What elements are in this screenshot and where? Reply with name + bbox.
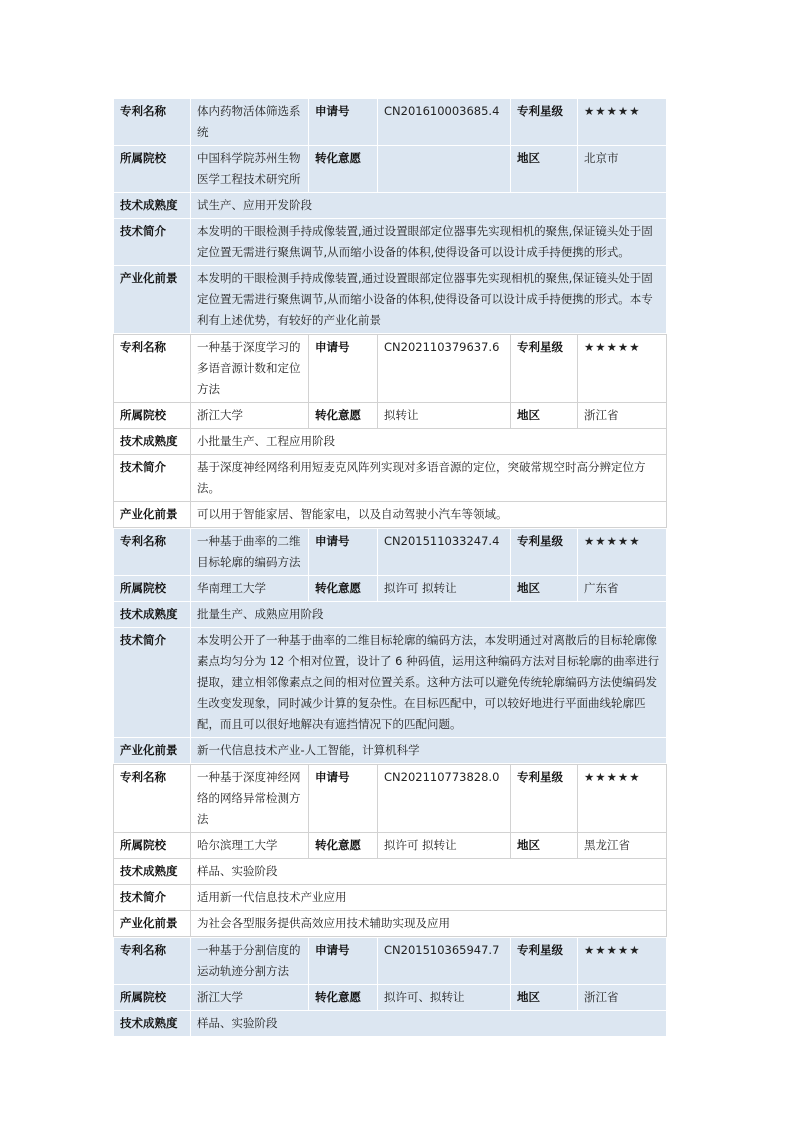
prospect-label: 产业化前景: [114, 266, 191, 334]
intro: 本发明公开了一种基于曲率的二维目标轮廓的编码方法，本发明通过对离散后的目标轮廓像素点均匀分为 12 个相对位置，设计了 6 种码值，运用这种编码方法对目标轮廓的曲率进行提取，建立相邻像素点之间的相对位置关系。这种方法可以避免传统轮廓编码方法使编码发生改变发现象，同时减少计算的复杂性。在目标匹配中，可以较好地进行平面曲线轮廓匹配，而且可以很好地解决有遮挡情况下的匹配问题。: [191, 628, 667, 738]
region: 北京市: [578, 146, 667, 193]
app-no: CN201510365947.7: [378, 938, 511, 985]
intent: 拟许可、拟转让: [378, 985, 511, 1011]
region-label: 地区: [511, 403, 578, 429]
patent-row-name: [114, 529, 667, 576]
patent-name-label: 专利名称: [114, 529, 191, 576]
region: 浙江省: [578, 985, 667, 1011]
star-rating: ★★★★★: [578, 765, 667, 833]
intent-label: 转化意愿: [309, 833, 378, 859]
patent-card: [113, 764, 667, 937]
patent-name: 一种基于深度学习的多语音源计数和定位方法: [191, 335, 309, 403]
patent-card: [113, 98, 667, 334]
intro-label: 技术简介: [114, 885, 191, 911]
region: 黑龙江省: [578, 833, 667, 859]
app-no-label: 申请号: [309, 99, 378, 146]
intro-label: 技术简介: [114, 455, 191, 502]
intent: 拟许可 拟转让: [378, 576, 511, 602]
school: 中国科学院苏州生物医学工程技术研究所: [191, 146, 309, 193]
school: 华南理工大学: [191, 576, 309, 602]
star-label: 专利星级: [511, 335, 578, 403]
patent-row-prospect: [114, 266, 667, 334]
intent: 拟许可 拟转让: [378, 833, 511, 859]
patent-row-prospect: [114, 502, 667, 528]
maturity: 批量生产、成熟应用阶段: [191, 602, 667, 628]
patent-name: 体内药物活体筛选系统: [191, 99, 309, 146]
patent-card: [113, 937, 667, 1037]
patent-row-name: [114, 938, 667, 985]
school-label: 所属院校: [114, 576, 191, 602]
app-no: CN201610003685.4: [378, 99, 511, 146]
patent-row-maturity: [114, 429, 667, 455]
school: 浙江大学: [191, 985, 309, 1011]
star-label: 专利星级: [511, 765, 578, 833]
patent-row-name: [114, 765, 667, 833]
maturity: 试生产、应用开发阶段: [191, 193, 667, 219]
patent-row-name: [114, 99, 667, 146]
maturity-label: 技术成熟度: [114, 602, 191, 628]
patent-name-label: 专利名称: [114, 938, 191, 985]
patent-row-intro: [114, 885, 667, 911]
intro-label: 技术简介: [114, 219, 191, 266]
prospect-label: 产业化前景: [114, 502, 191, 528]
prospect-label: 产业化前景: [114, 738, 191, 764]
intent-label: 转化意愿: [309, 403, 378, 429]
patent-name-label: 专利名称: [114, 99, 191, 146]
patent-row-maturity: [114, 193, 667, 219]
patent-row-school: [114, 403, 667, 429]
patent-row-school: [114, 985, 667, 1011]
star-rating: ★★★★★: [578, 938, 667, 985]
app-no: CN202110379637.6: [378, 335, 511, 403]
patent-row-name: [114, 335, 667, 403]
patent-name: 一种基于深度神经网络的网络异常检测方法: [191, 765, 309, 833]
star-rating: ★★★★★: [578, 529, 667, 576]
prospect-label: 产业化前景: [114, 911, 191, 937]
school-label: 所属院校: [114, 403, 191, 429]
intro: 本发明的干眼检测手持成像装置,通过设置眼部定位器事先实现相机的聚焦,保证镜头处于固定位置无需进行聚焦调节,从而缩小设备的体积,使得设备可以设计成手持便携的形式。: [191, 219, 667, 266]
star-label: 专利星级: [511, 99, 578, 146]
intro-label: 技术简介: [114, 628, 191, 738]
patent-row-prospect: [114, 738, 667, 764]
patent-row-intro: [114, 219, 667, 266]
star-label: 专利星级: [511, 938, 578, 985]
star-label: 专利星级: [511, 529, 578, 576]
patent-row-prospect: [114, 911, 667, 937]
school: 浙江大学: [191, 403, 309, 429]
maturity-label: 技术成熟度: [114, 429, 191, 455]
app-no: CN201511033247.4: [378, 529, 511, 576]
star-rating: ★★★★★: [578, 335, 667, 403]
patent-card: [113, 528, 667, 764]
region: 广东省: [578, 576, 667, 602]
school-label: 所属院校: [114, 146, 191, 193]
prospect: 为社会各型服务提供高效应用技术辅助实现及应用: [191, 911, 667, 937]
region-label: 地区: [511, 985, 578, 1011]
app-no-label: 申请号: [309, 765, 378, 833]
intro: 适用新一代信息技术产业应用: [191, 885, 667, 911]
school-label: 所属院校: [114, 833, 191, 859]
patent-listing: [113, 98, 666, 1037]
maturity: 小批量生产、工程应用阶段: [191, 429, 667, 455]
patent-row-maturity: [114, 1011, 667, 1037]
patent-row-maturity: [114, 602, 667, 628]
intent-label: 转化意愿: [309, 576, 378, 602]
intent: 拟转让: [378, 403, 511, 429]
maturity-label: 技术成熟度: [114, 859, 191, 885]
patent-row-school: [114, 576, 667, 602]
intro: 基于深度神经网络利用短麦克风阵列实现对多语音源的定位，突破常规空时高分辨定位方法。: [191, 455, 667, 502]
star-rating: ★★★★★: [578, 99, 667, 146]
patent-name: 一种基于分割信度的运动轨迹分割方法: [191, 938, 309, 985]
region-label: 地区: [511, 146, 578, 193]
app-no: CN202110773828.0: [378, 765, 511, 833]
region-label: 地区: [511, 833, 578, 859]
maturity: 样品、实验阶段: [191, 859, 667, 885]
maturity-label: 技术成熟度: [114, 193, 191, 219]
intent: [378, 146, 511, 193]
region-label: 地区: [511, 576, 578, 602]
patent-row-intro: [114, 628, 667, 738]
patent-row-school: [114, 146, 667, 193]
app-no-label: 申请号: [309, 335, 378, 403]
patent-name-label: 专利名称: [114, 765, 191, 833]
maturity: 样品、实验阶段: [191, 1011, 667, 1037]
patent-name-label: 专利名称: [114, 335, 191, 403]
school: 哈尔滨理工大学: [191, 833, 309, 859]
patent-card: [113, 334, 667, 528]
patent-name: 一种基于曲率的二维目标轮廓的编码方法: [191, 529, 309, 576]
intent-label: 转化意愿: [309, 985, 378, 1011]
prospect: 新一代信息技术产业-人工智能，计算机科学: [191, 738, 667, 764]
patent-row-school: [114, 833, 667, 859]
maturity-label: 技术成熟度: [114, 1011, 191, 1037]
prospect: 本发明的干眼检测手持成像装置,通过设置眼部定位器事先实现相机的聚焦,保证镜头处于固定位置无需进行聚焦调节,从而缩小设备的体积,使得设备可以设计成手持便携的形式。本专利有上述优势，有较好的产业化前景: [191, 266, 667, 334]
intent-label: 转化意愿: [309, 146, 378, 193]
school-label: 所属院校: [114, 985, 191, 1011]
region: 浙江省: [578, 403, 667, 429]
app-no-label: 申请号: [309, 529, 378, 576]
prospect: 可以用于智能家居、智能家电，以及自动驾驶小汽车等领域。: [191, 502, 667, 528]
patent-row-intro: [114, 455, 667, 502]
app-no-label: 申请号: [309, 938, 378, 985]
patent-row-maturity: [114, 859, 667, 885]
